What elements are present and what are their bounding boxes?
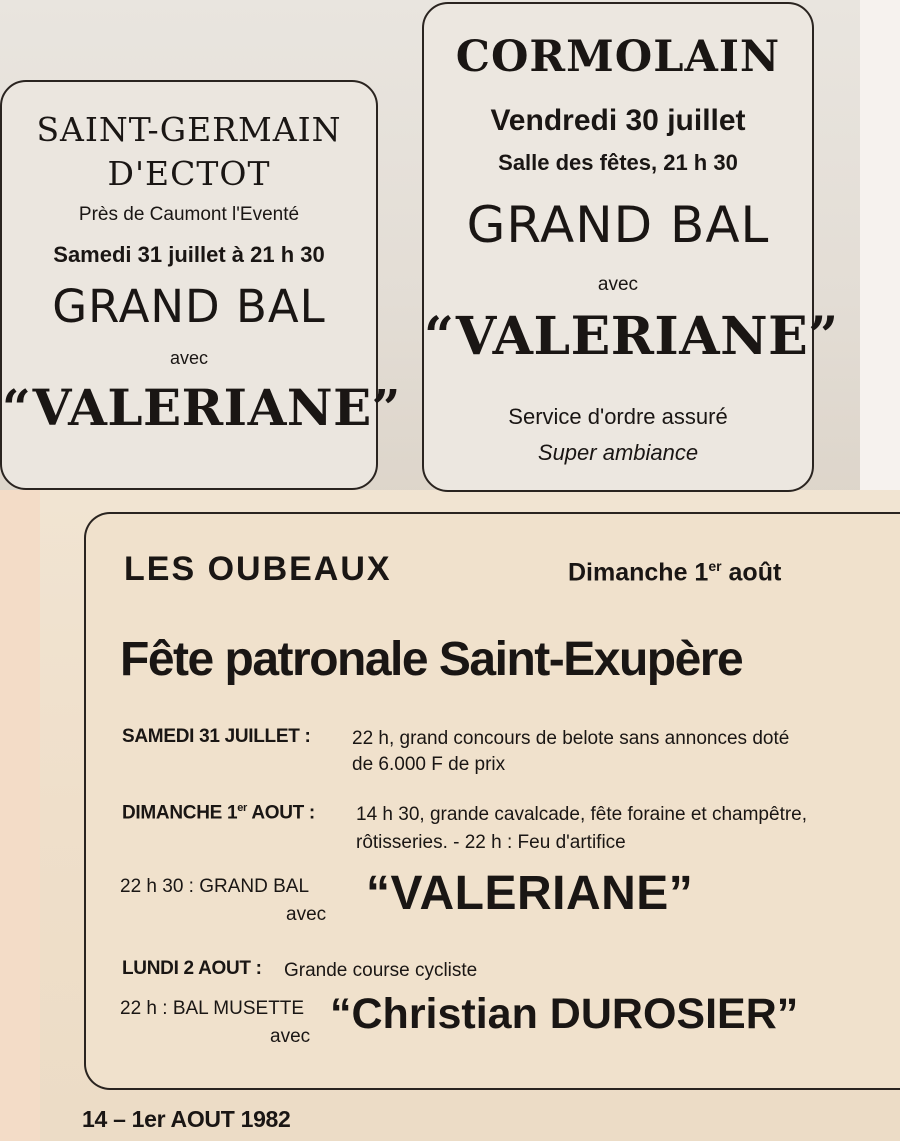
ad-date: Vendredi 30 juillet [490,104,746,137]
ad-date [568,558,781,587]
ad-les-oubeaux [84,512,900,1090]
program-sunday-label [122,802,315,824]
ad-near-text: Près de Caumont l'Eventé [78,204,300,225]
ad-with: avec [597,274,639,295]
program-saturday-text-1: 22 h, grand concours de belote sans annonces doté [352,728,790,749]
program-saturday-label: SAMEDI 31 JUILLET : [122,726,311,747]
ad-band: “VALERIANE” [424,306,839,367]
program-sunday-text-1: 14 h 30, grande cavalcade, fête foraine et champêtre, [356,804,808,825]
program-bal-with: avec [286,904,327,925]
ad-cormolain [422,2,839,492]
clipping-background-edge [860,0,900,500]
program-sunday-label-main: DIMANCHE 1 [122,802,238,824]
ad-place: LES OUBEAUX [124,550,392,588]
ad-place-line-2: D'ECTOT [107,154,271,193]
ad-note-security: Service d'ordre assuré [508,404,728,429]
program-musette-band: “Christian DUROSIER” [330,990,799,1038]
program-monday-label: LUNDI 2 AOUT : [122,958,262,979]
ad-saint-germain [0,80,401,490]
program-monday-text: Grande course cycliste [284,960,478,981]
ad-note-ambiance: Super ambiance [537,440,699,465]
program-musette-with: avec [270,1026,311,1047]
program-saturday-text-2: de 6.000 F de prix [352,754,506,775]
ad-band: “VALERIANE” [2,378,401,437]
program-bal-band: “VALERIANE” [366,867,694,920]
ad-event: GRAND BAL [466,196,770,254]
ad-title: Fête patronale Saint-Exupère [120,633,743,686]
program-sunday-text-2: rôtisseries. - 22 h : Feu d'artifice [356,832,626,853]
ad-place-line-1: SAINT-GERMAIN [36,110,342,149]
program-sunday-label-sup: er [237,802,248,814]
ad-date-sup: er [708,558,722,574]
program-sunday-label-tail: AOUT : [247,802,315,824]
ad-date-tail: août [721,558,782,587]
ad-place: CORMOLAIN [455,32,781,82]
ad-event: GRAND BAL [52,280,326,333]
program-musette-time: 22 h : BAL MUSETTE [120,998,305,1019]
ad-venue: Salle des fêtes, 21 h 30 [498,150,738,175]
clipping-bottom-left-edge [0,490,40,1141]
clipping-footer-date: 14 – 1er AOUT 1982 [82,1106,291,1132]
ad-with: avec [169,348,209,368]
program-bal-time: 22 h 30 : GRAND BAL [120,876,310,897]
ad-date: Samedi 31 juillet à 21 h 30 [53,242,325,267]
ad-date-main: Dimanche 1 [568,558,709,587]
